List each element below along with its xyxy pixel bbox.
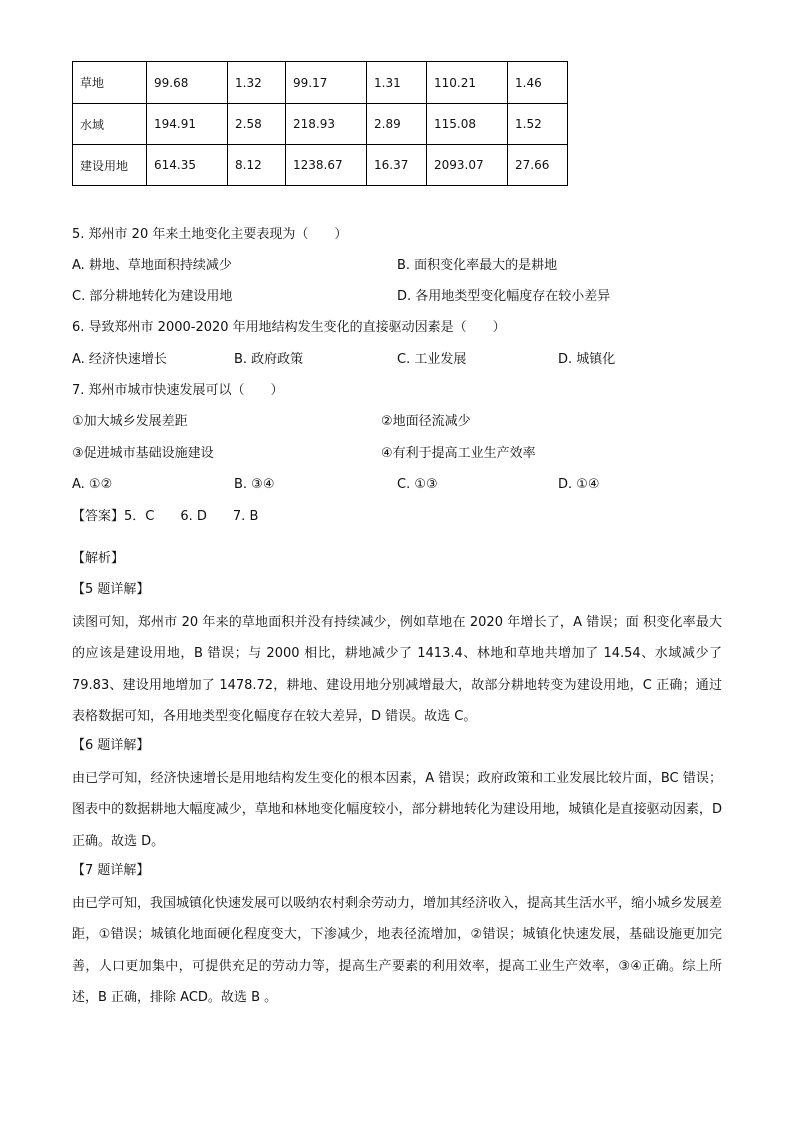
table-cell: 218.93 (286, 104, 367, 145)
table-cell: 1238.67 (286, 145, 367, 186)
question-6-option-d: D. 城镇化 (558, 352, 616, 367)
table-cell: 194.91 (147, 104, 228, 145)
table-cell: 水域 (73, 104, 147, 145)
table-cell: 2.58 (228, 104, 286, 145)
q7-analysis-text: 由已学可知，我国城镇化快速发展可以吸纳农村剩余劳动力，增加其经济收入，提高其生活水平，缩小城乡发展差距，①错误；城镇化地面硬化程度变大，下渗减少，地表径流增加，②错误；城镇化快速发展，基础设施更加完善，人口更加集中，可提供充足的劳动力等，提高生产要素的利用效率，提高工业生产效率，③④正确。综上所述，B 正确，排除 ACD。故选 B 。 (72, 896, 723, 1005)
question-7-option-c: C. ①③ (397, 477, 438, 492)
question-5-option-d: D. 各用地类型变化幅度存在较小差异 (397, 289, 611, 304)
question-7-stem: 7. 郑州市城市快速发展可以（ ） (72, 383, 284, 398)
question-7-statement-2: ②地面径流减少 (381, 414, 471, 429)
question-7-statement-1: ①加大城乡发展差距 (72, 414, 188, 429)
answer-label: 【答案】 (72, 509, 125, 524)
q5-analysis-heading: 【5 题详解】 (72, 582, 150, 597)
question-7-statement-3: ③促进城市基础设施建设 (72, 446, 214, 461)
question-7-statement-4: ④有利于提高工业生产效率 (381, 446, 536, 461)
table-cell: 建设用地 (73, 145, 147, 186)
question-7-option-a: A. ①② (72, 477, 113, 492)
table-cell: 1.46 (508, 62, 568, 104)
question-6-stem: 6. 导致郑州市 2000-2020 年用地结构发生变化的直接驱动因素是（ ） (72, 320, 506, 335)
q6-analysis-text: 由已学可知，经济快速增长是用地结构发生变化的根本因素，A 错误；政府政策和工业发展比较片面，BC 错误；图表中的数据耕地大幅度减少，草地和林地变化幅度较小，部分耕地转化为建设用地，城镇化是直接驱动因素，D 正确。故选 D。 (72, 771, 722, 849)
table-row (73, 145, 568, 186)
question-6-option-c: C. 工业发展 (397, 352, 467, 367)
table-cell: 110.21 (427, 62, 508, 104)
table-cell: 99.68 (147, 62, 228, 104)
table-cell: 草地 (73, 62, 147, 104)
table-row (73, 104, 568, 145)
answer-line (72, 507, 258, 527)
table-cell: 115.08 (427, 104, 508, 145)
table-cell: 8.12 (228, 145, 286, 186)
question-6-option-a: A. 经济快速增长 (72, 352, 167, 367)
question-5-option-a: A. 耕地、草地面积持续减少 (72, 258, 232, 273)
question-5-stem: 5. 郑州市 20 年来土地变化主要表现为（ ） (72, 227, 348, 242)
answer-text: 5．C 6. D 7. B (124, 509, 259, 524)
analysis-label: 【解析】 (72, 551, 125, 566)
question-7-option-d: D. ①④ (558, 477, 600, 492)
q7-analysis-heading: 【7 题详解】 (72, 863, 150, 878)
question-6-option-b: B. 政府政策 (234, 352, 304, 367)
table-cell: 2093.07 (427, 145, 508, 186)
table-row (73, 62, 568, 104)
table-cell: 614.35 (147, 145, 228, 186)
q6-analysis-heading: 【6 题详解】 (72, 738, 150, 753)
table-cell: 1.31 (367, 62, 427, 104)
land-use-table (72, 61, 568, 186)
q5-analysis-text: 读图可知，郑州市 20 年来的草地面积并没有持续减少，例如草地在 2020 年增长了，A 错误；面 积变化率最大的应该是建设用地，B 错误；与 2000 相比，耕地减少了 1413.4、林地和草地共增加了 14.54、水域减少了 79.83、建设用地增加了 1478.72，耕地、建设用地分别减增最大，故部分耕地转变为建设用地，C 正确；通过表格数据可知，各用地类型变化幅度存在较大差异，D 错误。故选 C。 (72, 615, 722, 724)
table-cell: 2.89 (367, 104, 427, 145)
question-5-option-c: C. 部分耕地转化为建设用地 (72, 289, 233, 304)
question-7-option-b: B. ③④ (234, 477, 275, 492)
question-5-option-b: B. 面积变化率最大的是耕地 (397, 258, 558, 273)
table-cell: 1.52 (508, 104, 568, 145)
table-cell: 16.37 (367, 145, 427, 186)
table-cell: 27.66 (508, 145, 568, 186)
table-cell: 1.32 (228, 62, 286, 104)
table-cell: 99.17 (286, 62, 367, 104)
